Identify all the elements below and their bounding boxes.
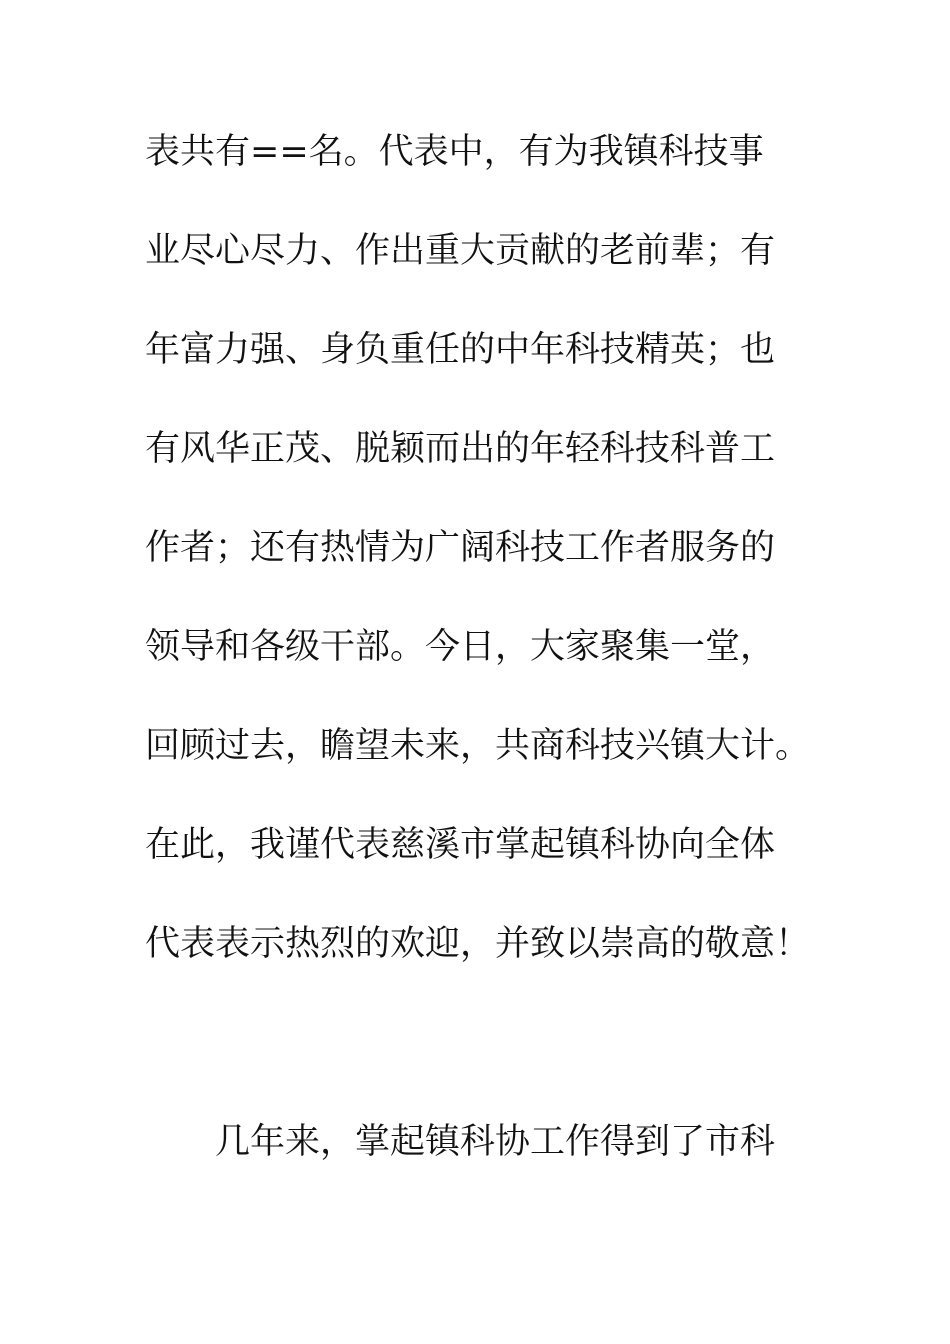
text-line: 表共有==名。代表中，有为我镇科技事 xyxy=(145,132,764,172)
text-line: 代表表示热烈的欢迎，并致以崇高的敬意！ xyxy=(145,924,811,964)
text-line: 年富力强、身负重任的中年科技精英；也 xyxy=(145,330,776,370)
text-line: 领导和各级干部。今日，大家聚集一堂， xyxy=(145,627,776,667)
text-line: 回顾过去，瞻望未来，共商科技兴镇大计。 xyxy=(145,726,811,766)
text-line: 有风华正茂、脱颖而出的年轻科技科普工 xyxy=(145,429,776,469)
text-line: 作者；还有热情为广阔科技工作者服务的 xyxy=(145,528,776,568)
text-line: 业尽心尽力、作出重大贡献的老前辈；有 xyxy=(145,231,776,271)
text-line: 几年来，掌起镇科协工作得到了市科 xyxy=(215,1122,776,1162)
text-line: 在此，我谨代表慈溪市掌起镇科协向全体 xyxy=(145,825,776,865)
